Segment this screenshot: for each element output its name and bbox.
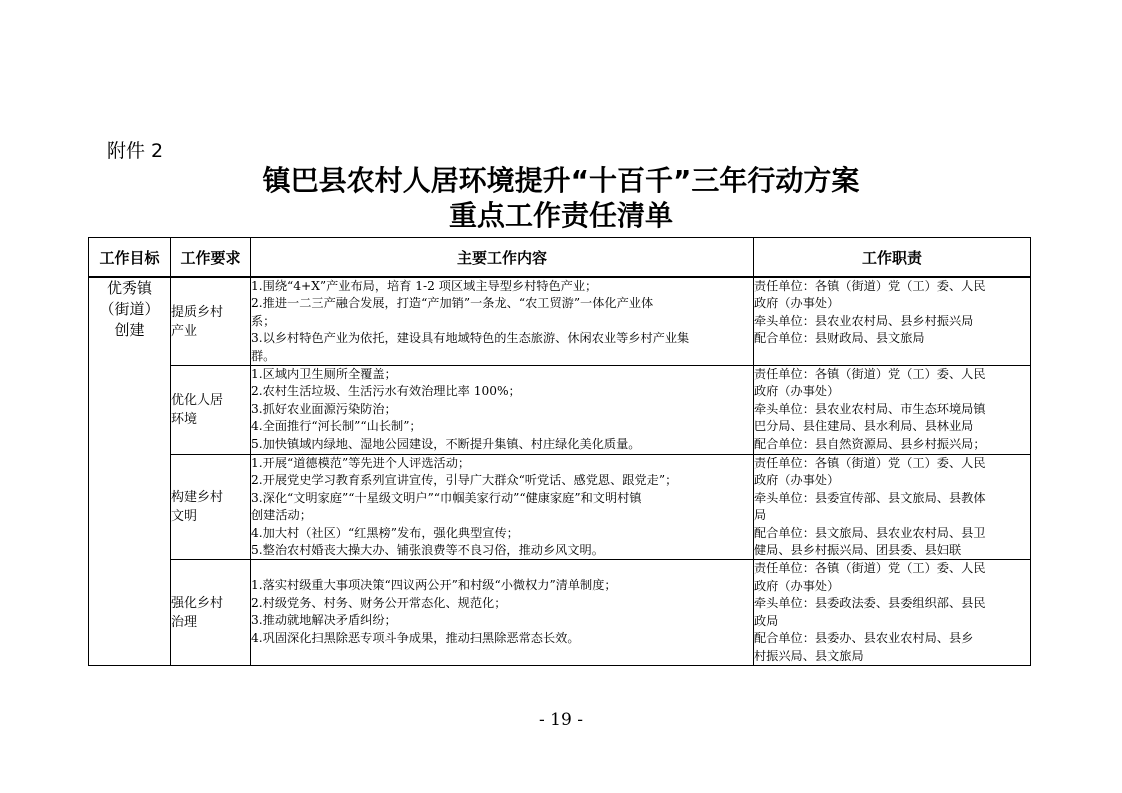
goal-cell (89, 277, 171, 666)
content-cell (251, 366, 754, 455)
responsibility-cell (754, 560, 1031, 666)
responsibility-line: 政府（办事处） (754, 296, 840, 311)
responsibility-line: 牵头单位：县委宣传部、县文旅局、县教体 (754, 490, 986, 505)
content-line: 1.围绕“4+X”产业布局，培育 1-2 项区域主导型乡村特色产业； (251, 279, 598, 293)
requirement-cell (171, 277, 251, 366)
responsibility-line: 牵头单位：县委政法委、县委组织部、县民 (754, 596, 986, 611)
requirement-cell (171, 455, 251, 560)
requirement-line: 强化乡村 (171, 595, 224, 611)
content-line: 4.巩固深化扫黑除恶专项斗争成果，推动扫黑除恶常态长效。 (251, 630, 580, 645)
header-goal: 工作目标 (89, 238, 171, 278)
responsibility-line: 配合单位：县文旅局、县农业农村局、县卫 (754, 525, 986, 540)
content-line: 3.抓好农业面源污染防治； (251, 401, 397, 416)
requirement-line: 产业 (171, 323, 198, 339)
content-line: 5.加快镇域内绿地、湿地公园建设，不断提升集镇、村庄绿化美化质量。 (251, 436, 641, 451)
responsibility-line: 配合单位：县委办、县农业农村局、县乡 (754, 631, 974, 646)
responsibility-cell (754, 277, 1031, 366)
responsibility-line: 村振兴局、县文旅局 (754, 648, 864, 663)
content-cell (251, 560, 754, 666)
responsibility-line: 责任单位：各镇（街道）党（工）委、人民 (754, 367, 986, 382)
goal-line: （街道） (99, 300, 160, 318)
content-line: 3.推动就地解决矛盾纠纷； (251, 613, 397, 628)
responsibility-line: 巴分局、县住建局、县水利局、县林业局 (754, 419, 974, 434)
attachment-label: 附件 2 (107, 140, 164, 162)
content-line: 群。 (251, 348, 276, 363)
goal-line: 创建 (114, 321, 145, 339)
content-line: 系； (251, 313, 276, 328)
responsibility-line: 配合单位：县自然资源局、县乡村振兴局； (754, 436, 986, 451)
requirement-line: 优化人居 (171, 393, 224, 409)
responsibility-line: 政局 (754, 613, 779, 628)
content-line: 2.推进一二三产融合发展，打造“产加销”一条龙、“农工贸游”一体化产业体 (251, 296, 654, 311)
table-row (89, 560, 1031, 666)
responsibility-line: 健局、县乡村振兴局、团县委、县妇联 (754, 543, 962, 558)
content-line: 2.开展党史学习教育系列宣讲宣传，引导广大群众“听党话、感党恩、跟党走”； (251, 473, 678, 488)
responsibility-line: 政府（办事处） (754, 384, 840, 399)
responsibility-line: 责任单位：各镇（街道）党（工）委、人民 (754, 561, 986, 576)
responsibility-table (88, 237, 1031, 666)
responsibility-line: 责任单位：各镇（街道）党（工）委、人民 (754, 279, 986, 293)
responsibility-line: 牵头单位：县农业农村局、县乡村振兴局 (754, 313, 974, 328)
content-line: 1.开展“道德模范”等先进个人评选活动； (251, 456, 471, 471)
content-line: 5.整治农村婚丧大操大办、铺张浪费等不良习俗，推动乡风文明。 (251, 543, 604, 558)
content-line: 4.加大村（社区）“红黑榜”发布，强化典型宣传； (251, 525, 519, 540)
requirement-line: 治理 (171, 614, 198, 630)
content-line: 1.区域内卫生厕所全覆盖； (251, 367, 397, 382)
responsibility-line: 政府（办事处） (754, 473, 840, 488)
page-number: - 19 - (539, 710, 583, 730)
table-row (89, 277, 1031, 366)
requirement-line: 环境 (171, 412, 198, 428)
responsibility-cell (754, 366, 1031, 455)
requirement-line: 文明 (171, 509, 198, 525)
document-title: 镇巴县农村人居环境提升“十百千”三年行动方案 (262, 164, 860, 197)
goal-line: 优秀镇 (106, 279, 152, 297)
content-line: 2.村级党务、村务、财务公开常态化、规范化； (251, 595, 507, 610)
content-line: 4.全面推行“河长制”“山长制”； (251, 419, 422, 434)
requirement-cell (171, 560, 251, 666)
responsibility-line: 责任单位：各镇（街道）党（工）委、人民 (754, 456, 986, 471)
responsibility-line: 局 (754, 508, 767, 523)
content-cell (251, 277, 754, 366)
requirement-cell (171, 366, 251, 455)
content-line: 3.深化“文明家庭”“十星级文明户”“巾帼美家行动”“健康家庭”和文明村镇 (251, 490, 642, 505)
table-row (89, 455, 1031, 560)
responsibility-line: 牵头单位：县农业农村局、市生态环境局镇 (754, 401, 986, 416)
document-subtitle: 重点工作责任清单 (448, 199, 673, 232)
content-line: 3.以乡村特色产业为依托，建设具有地域特色的生态旅游、休闲农业等乡村产业集 (251, 331, 690, 346)
table-row (89, 366, 1031, 455)
content-line: 创建活动； (251, 508, 312, 523)
header-content: 主要工作内容 (251, 238, 754, 278)
responsibility-cell (754, 455, 1031, 560)
header-requirement: 工作要求 (171, 238, 251, 278)
responsibility-line: 配合单位：县财政局、县文旅局 (754, 331, 925, 346)
requirement-line: 提质乡村 (171, 304, 224, 320)
header-responsibility: 工作职责 (754, 238, 1031, 278)
content-line: 1.落实村级重大事项决策“四议两公开”和村级“小微权力”清单制度； (251, 578, 617, 593)
content-line: 2.农村生活垃圾、生活污水有效治理比率 100%； (251, 384, 521, 399)
table-header-row (89, 238, 1031, 278)
responsibility-line: 政府（办事处） (754, 578, 840, 593)
requirement-line: 构建乡村 (171, 490, 224, 506)
content-cell (251, 455, 754, 560)
